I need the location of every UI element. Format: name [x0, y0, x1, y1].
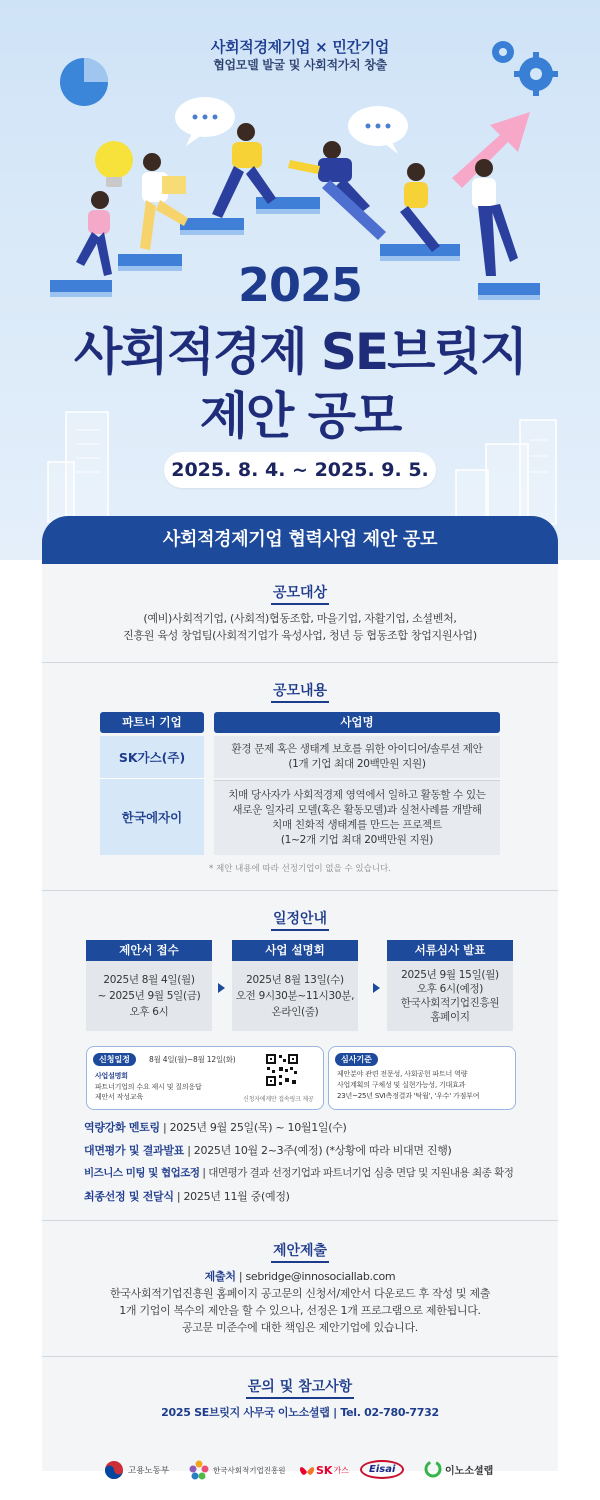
hero-banner	[0, 0, 600, 560]
schedule-line: 오전 9시30분~11시30분,	[235, 990, 355, 1002]
briefing-line: 파트너기업의 수요 제시 및 질의응답	[95, 1083, 202, 1091]
sk-butterfly-icon	[298, 1460, 316, 1480]
hero-subtitle-goal: 협업모델 발굴 및 사회적가치 창출	[213, 58, 387, 72]
section-title-contact	[42, 1376, 558, 1396]
sponsor-logos	[0, 1452, 600, 1492]
table-header-project: 사업명	[214, 712, 500, 733]
schedule-step-briefing	[232, 940, 358, 1031]
section-title-text: 문의 및 참고사항	[246, 1379, 354, 1399]
schedule-line: 홈페이지	[430, 1011, 470, 1023]
criteria-line: 사업계획의 구체성 및 실현가능성, 기대효과	[337, 1081, 466, 1089]
person-figure	[400, 163, 440, 252]
contact-organization: 2025 SE브릿지 사무국 이노소셜랩	[161, 1406, 330, 1419]
schedule-step-body	[86, 961, 212, 1031]
project-line: 새로운 일자리 모델(혹은 활동모델)과 실천사례를 개발해	[232, 804, 482, 816]
schedule-line: 온라인(줌)	[271, 1006, 319, 1018]
section-divider	[42, 1220, 558, 1221]
logo-kosea	[188, 1460, 285, 1480]
section-title-text: 공모내용	[271, 683, 329, 703]
contact-info	[42, 1404, 558, 1421]
schedule-step-title: 제안서 접수	[86, 940, 212, 961]
hero-title-line2: 제안 공모	[199, 387, 401, 445]
logo-text: SK	[316, 1463, 333, 1477]
logo-innosociallab	[424, 1460, 493, 1478]
section-title-target	[42, 582, 558, 602]
taegeuk-icon	[104, 1460, 124, 1480]
schedule-detail-evaluation	[84, 1139, 524, 1162]
qr-caption: 신청자에게만 접속링크 제공	[243, 1096, 314, 1103]
innosociallab-ring-icon	[424, 1460, 442, 1478]
qr-code-icon[interactable]	[265, 1053, 299, 1087]
schedule-detail-meeting	[84, 1162, 524, 1185]
detail-label: 역량강화 멘토링	[84, 1121, 160, 1134]
schedule-line: 한국사회적기업진흥원	[400, 997, 500, 1009]
card-header: 사회적경제기업 협력사업 제안 공모	[42, 516, 558, 564]
arrow-right-icon	[373, 983, 380, 993]
briefing-info-bubble	[86, 1046, 324, 1110]
person-figure	[140, 153, 188, 250]
schedule-step-submission	[86, 940, 212, 1031]
project-line: 환경 문제 혹은 생태계 보호를 위한 아이디어/솔루션 제안	[231, 743, 483, 755]
criteria-tag: 심사기준	[335, 1053, 378, 1066]
schedule-details	[84, 1116, 524, 1208]
section-title-submit	[42, 1240, 558, 1260]
schedule-detail-mentoring	[84, 1116, 524, 1139]
partner-cell-sk: SK가스(주)	[100, 736, 204, 778]
section-divider	[42, 1356, 558, 1357]
logo-text: 가스	[333, 1465, 349, 1475]
submit-destination	[42, 1268, 558, 1285]
target-line2: 진흥원 육성 창업팀(사회적기업가 육성사업, 청년 등 협동조합 창업지원사업)	[123, 629, 477, 642]
schedule-line: 2025년 9월 15일(월)	[401, 969, 499, 981]
schedule-line: 오후 6시(예정)	[416, 983, 484, 995]
section-title-text: 일정안내	[271, 911, 329, 931]
criteria-line: 제안분야 관련 전문성, 사회공헌 파트너 역량	[337, 1070, 468, 1078]
schedule-step-body	[387, 961, 513, 1031]
target-line1: (예비)사회적기업, (사회적)협동조합, 마을기업, 자활기업, 소셜벤처,	[143, 612, 457, 625]
submit-line3: 공고문 미준수에 대한 책임은 제안기업에 있습니다.	[181, 1321, 419, 1334]
section-title-text: 공모대상	[271, 585, 329, 605]
schedule-step-result	[387, 940, 513, 1031]
project-line: (1~2개 기업 최대 20백만원 지원)	[280, 834, 434, 846]
section-divider	[42, 662, 558, 663]
partner-cell-eisai: 한국에자이	[100, 778, 204, 855]
application-dates: 8월 4일(월)~8월 12일(화)	[149, 1055, 236, 1064]
schedule-line: 2025년 8월 13일(수)	[246, 974, 344, 986]
submit-label: 제출처	[204, 1270, 236, 1283]
lightbulb-icon	[95, 141, 133, 187]
detail-text: | 2025년 9월 25일(목) ~ 10월1일(수)	[159, 1121, 347, 1134]
logo-eisai	[360, 1460, 404, 1479]
hero-year: 2025	[237, 258, 363, 312]
growth-arrow-icon	[452, 112, 530, 188]
detail-label: 대면평가 및 결과발표	[84, 1144, 184, 1157]
arrow-right-icon	[218, 983, 225, 993]
project-line: (1개 기업 최대 20백만원 지원)	[288, 758, 426, 770]
criteria-line: 23년~25년 SVI측정결과 '탁월', '우수' 가점부여	[337, 1092, 480, 1100]
logo-text: Eisai	[360, 1460, 404, 1479]
announcement-card	[42, 516, 558, 1471]
project-cell-sk	[214, 736, 500, 778]
application-schedule-tag: 신청일정	[93, 1053, 136, 1066]
person-figure	[288, 141, 386, 240]
table-header-partner: 파트너 기업	[100, 712, 204, 733]
logo-sk-gas	[298, 1460, 349, 1480]
contact-phone-link[interactable]: | Tel. 02-780-7732	[329, 1406, 439, 1419]
detail-label: 최종선정 및 전달식	[84, 1190, 174, 1203]
schedule-step-body	[232, 961, 358, 1031]
schedule-step-title: 서류심사 발표	[387, 940, 513, 961]
schedule-line: ~ 2025년 9월 5일(금)	[97, 990, 201, 1002]
section-divider	[42, 890, 558, 891]
schedule-step-title: 사업 설명회	[232, 940, 358, 961]
project-line: 치매 친화적 생태계를 만드는 프로젝트	[272, 819, 442, 831]
submit-email-link[interactable]: | sebridge@innosociallab.com	[235, 1270, 396, 1283]
detail-text: | 2025년 11월 중(예정)	[173, 1190, 290, 1203]
detail-text: | 2025년 10월 2~3주(예정) (*상황에 따라 비대면 진행)	[184, 1144, 452, 1157]
logo-text: 이노소셜랩	[445, 1465, 494, 1477]
section-title-content	[42, 680, 558, 700]
project-line: 치매 당사자가 사회적경제 영역에서 일하고 활동할 수 있는	[228, 789, 486, 801]
schedule-line: 오후 6시	[129, 1006, 169, 1018]
logo-text: 한국사회적기업진흥원	[213, 1465, 286, 1475]
section-title-text: 제안제출	[271, 1243, 329, 1263]
kosea-flower-icon	[188, 1460, 210, 1480]
project-cell-eisai	[214, 780, 500, 855]
evaluation-criteria-bubble	[328, 1046, 516, 1110]
detail-text: | 대면평가 결과 선정기업과 파트너기업 심층 면담 및 지원내용 최종 확정	[199, 1167, 514, 1179]
hero-subtitle-partnership: 사회적경제기업 × 민간기업	[210, 38, 390, 56]
speech-bubble-icon	[175, 97, 408, 154]
section-title-schedule	[42, 908, 558, 928]
schedule-detail-final	[84, 1185, 524, 1208]
schedule-line: 2025년 8월 4일(월)	[103, 974, 195, 986]
submit-line1: 한국사회적기업진흥원 홈페이지 공고문의 신청서/제안서 다운로드 후 작성 및 제출	[109, 1287, 491, 1300]
application-period: 2025. 8. 4. ~ 2025. 9. 5.	[164, 452, 436, 488]
briefing-line: 제안서 작성교육	[95, 1093, 143, 1101]
hero-title-line1: 사회적경제 SE브릿지	[74, 323, 526, 381]
briefing-title: 사업설명회	[95, 1072, 128, 1080]
logo-ministry-of-labor	[104, 1460, 169, 1480]
logo-text: 고용노동부	[128, 1466, 170, 1476]
selection-note: * 제안 내용에 따라 선정기업이 없을 수 있습니다.	[209, 864, 391, 874]
detail-label: 비즈니스 미팅 및 협업조정	[84, 1167, 200, 1179]
submit-line2: 1개 기업이 복수의 제안을 할 수 있으나, 선정은 1개 프로그램으로 제한됩니다.	[119, 1304, 481, 1317]
